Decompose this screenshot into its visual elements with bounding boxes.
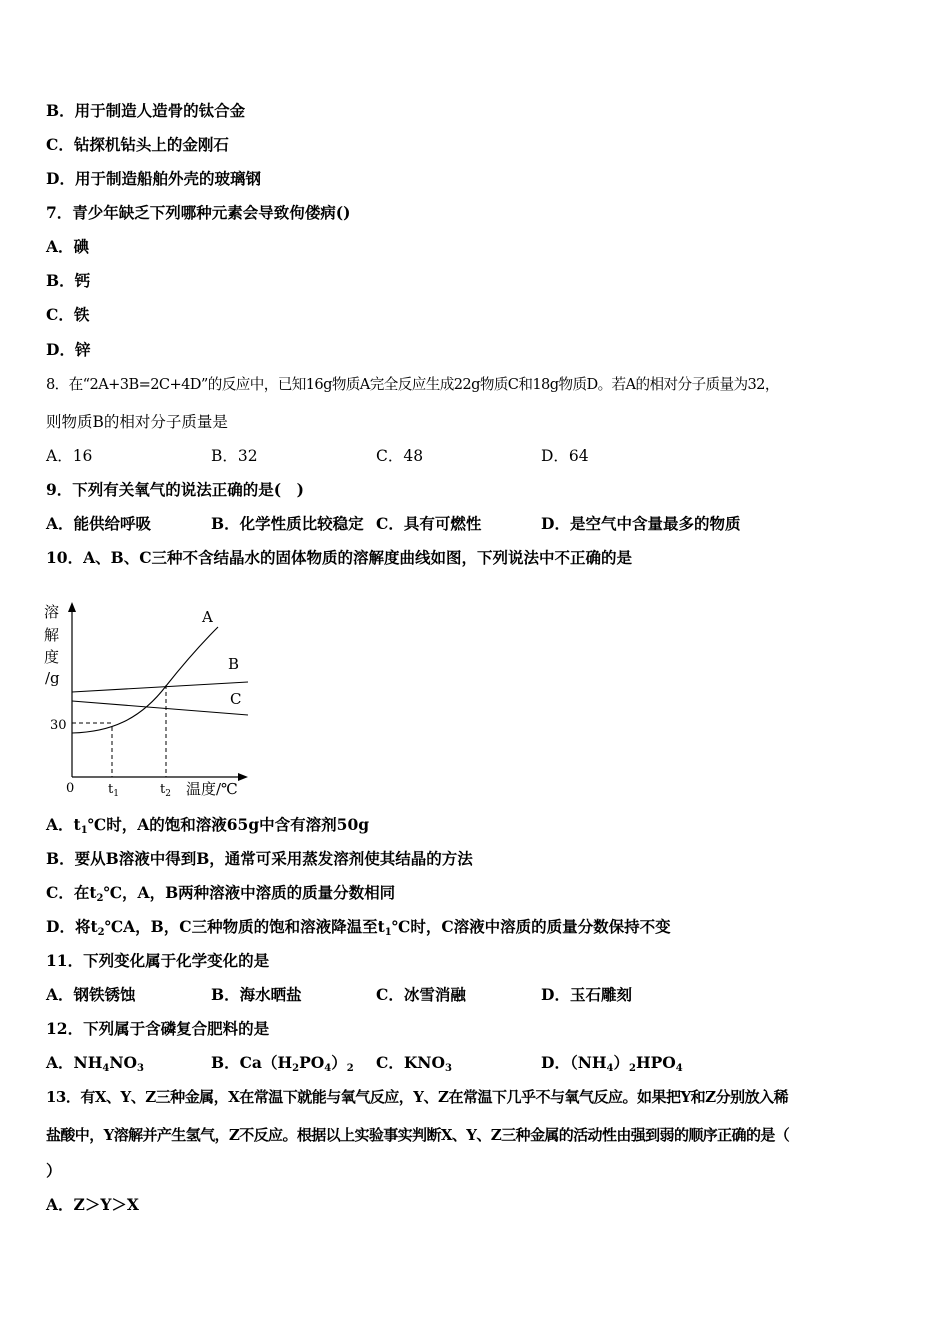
q11-option-d: D．玉石雕刻 [541, 985, 632, 1004]
q10c-part2: ℃，A，B两种溶液中溶质的质量分数相同 [103, 883, 396, 902]
q12d-s1: 4 [606, 1063, 614, 1074]
q7-option-d: D．锌 [46, 340, 91, 359]
q12d-s2: 2 [629, 1063, 636, 1074]
q10a-sub: 1 [80, 825, 88, 836]
q12b-p2: PO [299, 1053, 325, 1072]
series-a-curve [72, 627, 218, 733]
q12-option-b [211, 1053, 354, 1079]
q12b-s2: 4 [324, 1063, 332, 1074]
q13-stem-line2: 盐酸中，Y溶解并产生氢气，Z不反应。根据以上实验事实判断X、Y、Z三种金属的活动性由强到弱的顺序正确的是（ [46, 1126, 790, 1144]
q10c-sub: 2 [96, 893, 104, 904]
q8-option-b: B．32 [211, 447, 258, 465]
q6-option-c: C．钻探机钻头上的金刚石 [46, 135, 229, 154]
x-tick-t1-base: t [108, 782, 114, 797]
x-tick-t1 [108, 782, 119, 799]
q12c-p1: C．KNO [376, 1053, 445, 1072]
q12b-s1: 2 [292, 1063, 300, 1074]
q12a-p1: A．NH [46, 1053, 103, 1072]
x-tick-t2-base: t [160, 782, 166, 797]
q11-option-c: C．冰雪消融 [376, 985, 466, 1004]
q8-option-c: C．48 [376, 447, 424, 465]
series-b-label: B [228, 655, 240, 673]
q11-option-b: B．海水晒盐 [211, 985, 302, 1004]
q6-option-b: B．用于制造人造骨的钛合金 [46, 101, 246, 120]
q8-stem-line1: 8．在“2A+3B=2C+4D”的反应中，已知16g物质A完全反应生成22g物质C和18g物质D。若A的相对分子质量为32， [46, 376, 779, 393]
q10-option-b: B．要从B溶液中得到B，通常可采用蒸发溶剂使其结晶的方法 [46, 849, 473, 868]
q10d-part3: ℃时，C溶液中溶质的质量分数保持不变 [391, 917, 671, 936]
q10d-part1: D．将t [46, 917, 98, 936]
q9-option-d: D．是空气中含量最多的物质 [541, 514, 741, 533]
x-tick-t2 [160, 782, 171, 799]
q12c-s1: 3 [444, 1063, 452, 1074]
q12a-s2: 3 [136, 1063, 144, 1074]
series-c-label: C [230, 690, 242, 708]
q9-option-a: A．能供给呼吸 [46, 514, 152, 533]
q12-stem: 12．下列属于含磷复合肥料的是 [46, 1019, 270, 1038]
q11-stem: 11．下列变化属于化学变化的是 [46, 951, 270, 970]
q10d-part2: ℃A，B，C三种物质的饱和溶液降温至t [104, 917, 385, 936]
q10c-part1: C．在t [46, 883, 97, 902]
q12b-s3: 2 [346, 1063, 354, 1074]
series-b-line [72, 682, 248, 692]
q12d-p3: HPO [635, 1053, 676, 1072]
q13-stem-line3: ） [46, 1161, 62, 1180]
q10-option-c [46, 883, 395, 909]
q12b-p3: ） [331, 1053, 347, 1072]
q12d-p1: D．（NH [541, 1053, 607, 1072]
x-axis-label: 温度/℃ [186, 780, 238, 798]
q12d-p2: ） [613, 1053, 629, 1072]
q8-option-d: D．64 [541, 447, 589, 465]
y-label-char-3: 度 [44, 648, 60, 666]
q12a-p2: NO [109, 1053, 137, 1072]
q9-option-c: C．具有可燃性 [376, 514, 482, 533]
q8-stem-line2: 则物质B的相对分子质量是 [46, 413, 228, 431]
x-axis-arrow [238, 773, 248, 781]
q10a-part1: A．t [46, 815, 81, 834]
q12-option-a [46, 1053, 144, 1079]
q7-option-a: A．碘 [46, 237, 90, 256]
q9-stem: 9．下列有关氧气的说法正确的是( ) [46, 480, 304, 499]
q10a-part2: ℃时，A的饱和溶液65g中含有溶剂50g [87, 815, 370, 834]
y-label-char-1: 溶 [44, 603, 60, 621]
q10-stem: 10．A、B、C三种不含结晶水的固体物质的溶解度曲线如图，下列说法中不正确的是 [46, 548, 633, 567]
q11-option-a: A．钢铁锈蚀 [46, 985, 136, 1004]
origin-label: 0 [66, 781, 75, 796]
q6-option-d: D．用于制造船舶外壳的玻璃钢 [46, 169, 261, 188]
q10-option-a [46, 815, 369, 841]
y-label-char-4: /g [45, 669, 60, 687]
q10-option-d [46, 917, 671, 943]
q12-option-d [541, 1053, 683, 1079]
q7-option-c: C．铁 [46, 305, 90, 324]
series-c-line [72, 701, 248, 715]
q7-stem: 7．青少年缺乏下列哪种元素会导致佝偻病() [46, 203, 351, 222]
q12a-s1: 4 [102, 1063, 110, 1074]
q12-option-c [376, 1053, 452, 1079]
q13-stem-line1: 13．有X、Y、Z三种金属，X在常温下就能与氧气反应，Y、Z在常温下几乎不与氧气反应。如果把Y和Z分别放入稀 [46, 1088, 789, 1106]
y-label-char-2: 解 [44, 626, 60, 644]
x-tick-t2-sub: 2 [165, 789, 171, 799]
x-tick-t1-sub: 1 [113, 789, 119, 799]
q8-option-a: A．16 [46, 447, 93, 465]
series-a-label: A [202, 608, 213, 626]
q10d-sub1: 2 [97, 927, 105, 938]
q9-option-b: B．化学性质比较稳定 [211, 514, 364, 533]
q13-option-a: A．Z＞Y＞X [46, 1195, 139, 1214]
solubility-curve-chart [40, 600, 265, 805]
y-tick-30: 30 [50, 718, 67, 733]
q10d-sub2: 1 [384, 927, 392, 938]
q12d-s3: 4 [675, 1063, 683, 1074]
y-axis-arrow [68, 602, 76, 612]
q12b-p1: B．Ca（H [211, 1053, 293, 1072]
q7-option-b: B．钙 [46, 271, 91, 290]
